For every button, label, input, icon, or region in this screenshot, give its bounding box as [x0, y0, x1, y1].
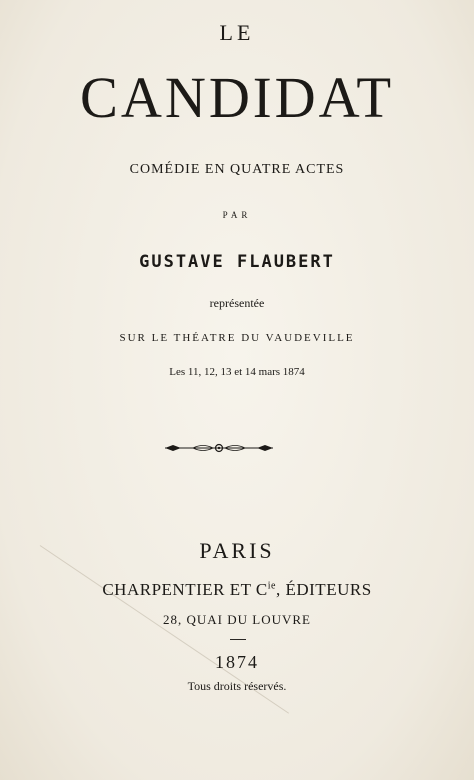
represented-label: représentée: [209, 296, 265, 310]
imprint-city: PARIS: [199, 538, 275, 563]
publisher: [0, 580, 474, 600]
publisher-sup: ie: [267, 580, 276, 592]
ornament-divider-icon: [163, 441, 275, 455]
publication-year: 1874: [215, 652, 259, 672]
performance-dates: Les 11, 12, 13 et 14 mars 1874: [169, 366, 305, 378]
by-label: PAR: [222, 210, 252, 220]
publisher-name: CHARPENTIER ET C: [102, 580, 268, 599]
publisher-suffix: , ÉDITEURS: [275, 580, 372, 599]
subtitle: COMÉDIE EN QUATRE ACTES: [129, 162, 345, 177]
rights-notice: Tous droits réservés.: [187, 679, 287, 693]
author-name: GUSTAVE FLAUBERT: [139, 252, 335, 272]
book-title: CANDIDAT: [79, 65, 395, 130]
title-article: LE: [219, 20, 255, 45]
theatre-line: SUR LE THÉATRE DU VAUDEVILLE: [119, 332, 355, 344]
short-rule: [230, 639, 246, 640]
publisher-address: 28, QUAI DU LOUVRE: [163, 612, 311, 627]
